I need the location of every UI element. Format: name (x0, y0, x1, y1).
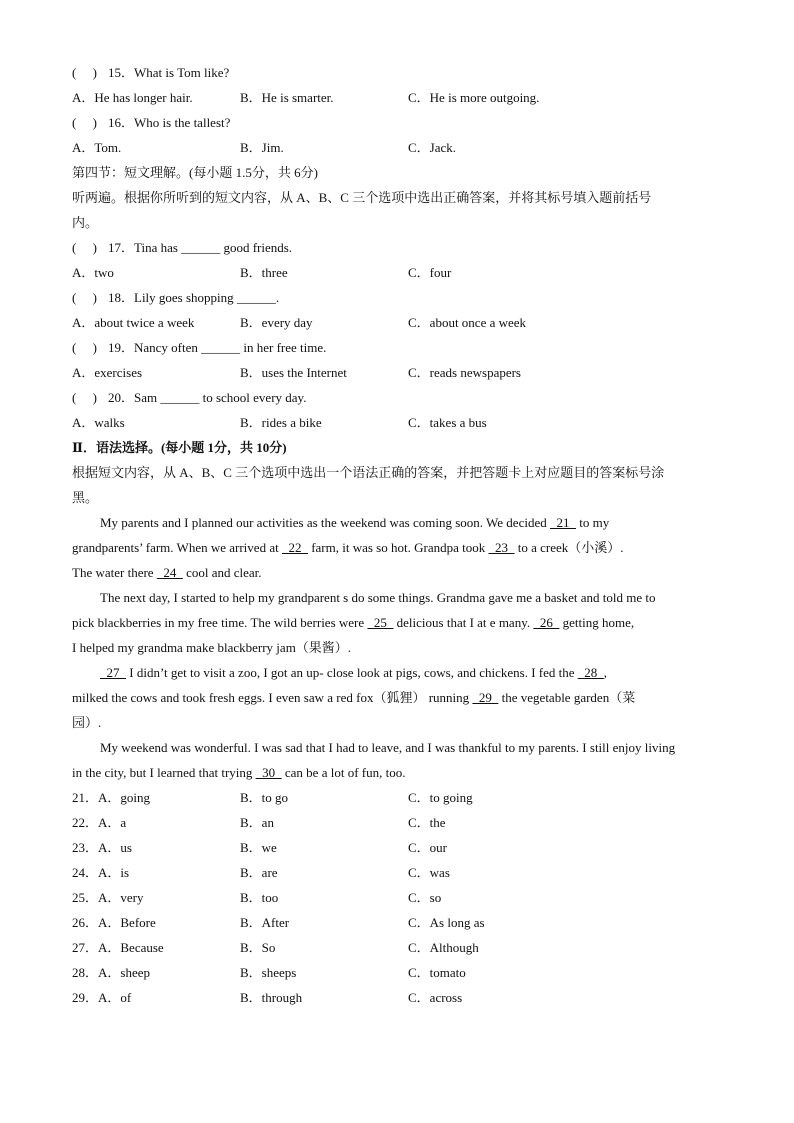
passage-p1-line3 (72, 560, 722, 585)
q25-option-a: 25．A．very (72, 890, 144, 905)
answer-paren[interactable]: ( ) (72, 290, 97, 305)
q18-option-b: B．every day (240, 315, 313, 330)
passage-p2-line3: I helped my grandma make blackberry jam（果酱）. (72, 640, 352, 655)
question-text: 16．Who is the tallest? (108, 115, 231, 130)
blank-29: 29 (472, 690, 499, 705)
q28-option-b: B．sheeps (240, 965, 297, 980)
q23-option-b: B．we (240, 840, 277, 855)
answer-paren[interactable]: ( ) (72, 65, 97, 80)
answer-paren[interactable]: ( ) (72, 240, 97, 255)
q22-option-c: C．the (408, 815, 446, 830)
passage-text: in the city, but I learned that trying (72, 765, 256, 780)
question-text: 19．Nancy often ______ in her free time. (108, 340, 327, 355)
blank-24: 24 (156, 565, 183, 580)
passage-p1-line2 (72, 535, 722, 560)
grammar-instruction: 根据短文内容，从 A、B、C 三个选项中选出一个语法正确的答案，并把答题卡上对应题目的答案标号涂 (72, 465, 665, 480)
grammar-instruction-cont: 黑。 (72, 490, 99, 505)
passage-text: to a creek（小溪）. (514, 540, 624, 555)
q17-option-b: B．three (240, 265, 288, 280)
question-text: 18．Lily goes shopping ______. (108, 290, 280, 305)
passage-p3-line1 (100, 660, 750, 685)
question-text: 15．What is Tom like? (108, 65, 230, 80)
q17-option-c: C．four (408, 265, 452, 280)
q24-option-a: 24．A．is (72, 865, 130, 880)
blank-26: 26 (533, 615, 560, 630)
q26-option-a: 26．A．Before (72, 915, 156, 930)
passage-p3-line2 (72, 685, 722, 710)
passage-text: delicious that I at e many. (393, 615, 534, 630)
q20-option-c: C．takes a bus (408, 415, 487, 430)
q27-option-b: B．So (240, 940, 276, 955)
passage-text: , (603, 665, 608, 680)
answer-paren[interactable]: ( ) (72, 115, 97, 130)
question-16 (72, 110, 230, 135)
q16-option-c: C．Jack. (408, 140, 457, 155)
q22-option-a: 22．A．a (72, 815, 127, 830)
q16-option-a: A．Tom. (72, 140, 122, 155)
q18-option-c: C．about once a week (408, 315, 527, 330)
blank-23: 23 (488, 540, 515, 555)
passage-p1-line1 (100, 510, 750, 535)
blank-30: 30 (255, 765, 282, 780)
passage-text: can be a lot of fun, too. (281, 765, 406, 780)
q21-option-c: C．to going (408, 790, 473, 805)
q27-option-c: C．Although (408, 940, 479, 955)
q29-option-c: C．across (408, 990, 463, 1005)
answer-paren[interactable]: ( ) (72, 390, 97, 405)
passage-text: the vegetable garden（菜 (498, 690, 636, 705)
q25-option-b: B．too (240, 890, 279, 905)
passage-text: grandparents’ farm. When we arrived at (72, 540, 282, 555)
q25-option-c: C．so (408, 890, 442, 905)
q24-option-b: B．are (240, 865, 278, 880)
q23-option-c: C．our (408, 840, 448, 855)
q28-option-a: 28．A．sheep (72, 965, 150, 980)
q21-option-b: B．to go (240, 790, 289, 805)
blank-25: 25 (367, 615, 394, 630)
q18-option-a: A．about twice a week (72, 315, 195, 330)
passage-text: cool and clear. (182, 565, 262, 580)
question-19 (72, 335, 326, 360)
q15-option-b: B．He is smarter. (240, 90, 334, 105)
passage-p4-line2 (72, 760, 722, 785)
passage-text: farm, it was so hot. Grandpa took (307, 540, 489, 555)
q16-option-b: B．Jim. (240, 140, 284, 155)
q15-option-a: A．He has longer hair. (72, 90, 193, 105)
q17-option-a: A．two (72, 265, 114, 280)
q26-option-c: C．As long as (408, 915, 485, 930)
q27-option-a: 27．A．Because (72, 940, 164, 955)
passage-p3-line3: 园）. (72, 715, 102, 730)
q20-option-a: A．walks (72, 415, 125, 430)
q22-option-b: B．an (240, 815, 274, 830)
blank-28: 28 (577, 665, 604, 680)
q20-option-b: B．rides a bike (240, 415, 322, 430)
q19-option-a: A．exercises (72, 365, 143, 380)
q19-option-b: B．uses the Internet (240, 365, 347, 380)
q19-option-c: C．reads newspapers (408, 365, 521, 380)
q15-option-c: C．He is more outgoing. (408, 90, 540, 105)
grammar-section-title: Ⅱ．语法选择。(每小题 1分，共 10分) (72, 440, 287, 455)
passage-p2-line1: The next day, I started to help my grandparent s do some things. Grandma gave me a basket and told me to (100, 590, 656, 605)
answer-paren[interactable]: ( ) (72, 340, 97, 355)
q29-option-b: B．through (240, 990, 303, 1005)
section4-instruction-cont: 内。 (72, 215, 99, 230)
passage-text: The water there (72, 565, 157, 580)
blank-21: 21 (549, 515, 576, 530)
question-text: 20．Sam ______ to school every day. (108, 390, 307, 405)
q28-option-c: C．tomato (408, 965, 466, 980)
section4-instruction: 听两遍。根据你所听到的短文内容，从 A、B、C 三个选项中选出正确答案，并将其标号填入题前括号 (72, 190, 652, 205)
blank-22: 22 (281, 540, 308, 555)
question-15 (72, 60, 229, 85)
passage-text: milked the cows and took fresh eggs. I even saw a red fox（狐狸） running (72, 690, 473, 705)
passage-text: to my (575, 515, 610, 530)
q23-option-a: 23．A．us (72, 840, 132, 855)
question-20 (72, 385, 306, 410)
question-17 (72, 235, 292, 260)
q26-option-b: B．After (240, 915, 290, 930)
q24-option-c: C．was (408, 865, 450, 880)
blank-27: 27 (100, 665, 126, 680)
question-text: 17．Tina has ______ good friends. (108, 240, 293, 255)
q21-option-a: 21．A．going (72, 790, 151, 805)
passage-p2-line2 (72, 610, 722, 635)
passage-text: My parents and I planned our activities as the weekend was coming soon. We decided (100, 515, 550, 530)
passage-p4-line1: My weekend was wonderful. I was sad that I had to leave, and I was thankful to my parents. I still enjoy living (100, 740, 676, 755)
section4-title: 第四节：短文理解。(每小题 1.5分，共 6分) (72, 165, 318, 180)
passage-text: I didn’t get to visit a zoo, I got an up- close look at pigs, cows, and chickens. I fed the (126, 665, 578, 680)
passage-text: pick blackberries in my free time. The wild berries were (72, 615, 368, 630)
q29-option-a: 29．A．of (72, 990, 132, 1005)
question-18 (72, 285, 279, 310)
passage-text: getting home, (559, 615, 635, 630)
